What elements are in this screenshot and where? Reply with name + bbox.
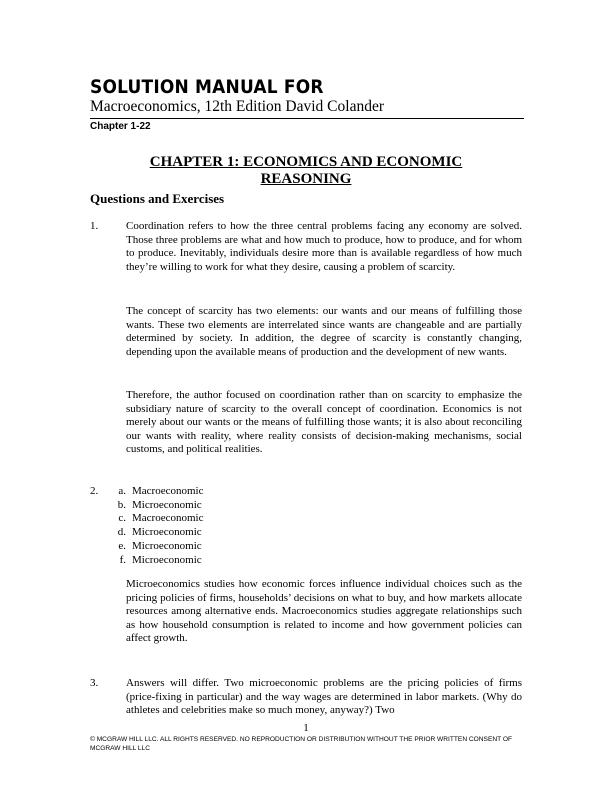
list-item — [90, 499, 203, 513]
copyright-notice: © MCGRAW HILL LLC. ALL RIGHTS RESERVED. NO REPRODUCTION OR DISTRIBUTION WITHOUT THE PRIOR WRITTEN CONSENT OF MCGRAW HILL LLC — [90, 736, 513, 752]
list-item-text: Microeconomic — [132, 526, 202, 539]
list-item-letter: c. — [118, 512, 126, 525]
question-2-paragraph: Microeconomics studies how economic forces influence individual choices such as the pricing policies of firms, households’ decisions on what to buy, and how markets allocate resources among alternative ends. Macroeconomics studies aggregate relationships such as how household consumption is related to income and how government policies can affect growth. — [126, 578, 522, 645]
list-item — [90, 526, 203, 540]
list-item-letter: f. — [119, 553, 126, 566]
question-1-number: 1. — [90, 220, 99, 232]
chapter-heading-line1: CHAPTER 1: ECONOMICS AND ECONOMIC — [149, 154, 463, 170]
list-item-text: Macroeconomic — [132, 485, 204, 497]
header-rule — [90, 118, 524, 119]
question-3-paragraph: Answers will differ. Two microeconomic problems are the pricing policies of firms (price-fixing in particular) and the way wages are determined in labor markets. (Why do athletes and celebrities make so much money, anyway?) Two — [126, 677, 522, 717]
book-subtitle: Macroeconomics, 12th Edition David Colander — [90, 98, 385, 115]
list-item-text: Macroeconomic — [132, 512, 204, 525]
chapter-range: Chapter 1-22 — [90, 121, 151, 132]
list-item-letter: e. — [118, 539, 126, 552]
section-heading: Questions and Exercises — [90, 191, 225, 206]
question-1-paragraph-3: Therefore, the author focused on coordination rather than on scarcity to emphasize the subsidiary nature of scarcity to the overall concept of coordination. Economics is not merely about our wants or the means of fulfilling those wants; it is also about reconciling our wants with reality, where reality consists of decision-making mechanisms, social customs, and political realities. — [126, 389, 522, 456]
chapter-heading — [90, 154, 522, 188]
question-1-paragraph-1: Coordination refers to how the three central problems facing any economy are solved. Those three problems are what and how much to produce, how to produce, and for whom to produce. Inevitably, individuals desire more than is available regardless of how much they’re willing to work for what they desire, causing a problem of scarcity. — [126, 220, 522, 273]
list-item-text: Microeconomic — [132, 539, 202, 552]
chapter-heading-line2: REASONING — [260, 171, 352, 187]
list-item — [90, 554, 203, 568]
question-3-number: 3. — [90, 677, 99, 689]
list-item-letter: b. — [117, 498, 126, 511]
list-item-letter: d. — [117, 526, 126, 539]
list-item-text: Microeconomic — [132, 553, 202, 566]
list-item — [90, 512, 203, 526]
question-2-number: 2. — [90, 485, 99, 497]
page-number: 1 — [303, 722, 309, 734]
question-1-paragraph-2: The concept of scarcity has two elements: our wants and our means of fulfilling those wants. These two elements are interrelated since wants are changeable and are partially determined by society. In addition, the degree of scarcity is constantly changing, depending upon the available means of production and the development of new wants. — [126, 305, 522, 358]
list-item — [90, 540, 203, 554]
list-item — [90, 485, 203, 499]
list-item-text: Microeconomic — [132, 498, 202, 511]
list-item-letter: a. — [118, 485, 126, 497]
question-2-answer-list — [90, 485, 203, 567]
document-title: SOLUTION MANUAL FOR — [90, 76, 324, 99]
